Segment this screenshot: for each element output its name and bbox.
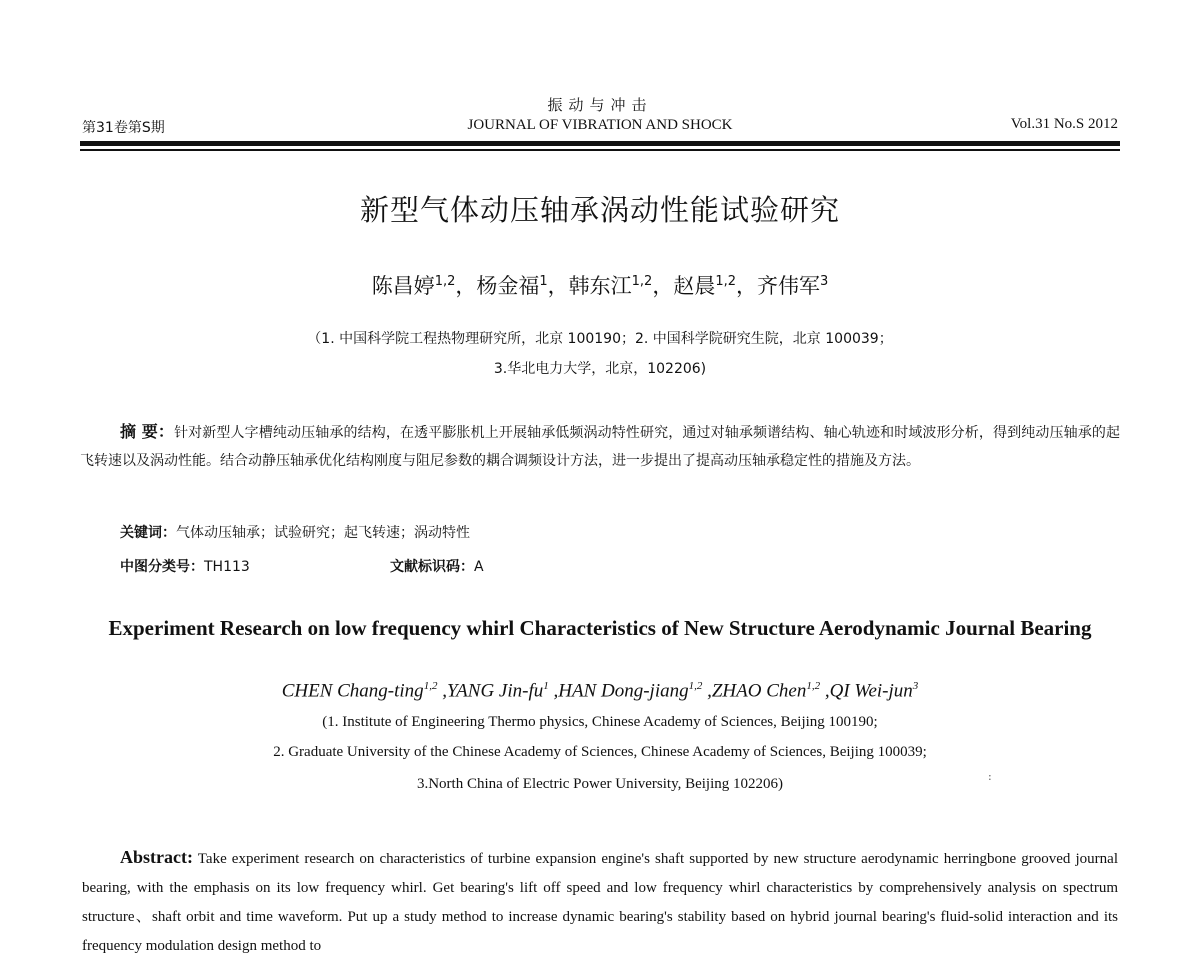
clc-value: TH113	[204, 559, 250, 575]
doccode-value: A	[474, 559, 484, 575]
affiliation-en-line-1: (1. Institute of Engineering Thermo physics, Chinese Academy of Sciences, Beijing 100190;	[322, 714, 878, 730]
affiliation-cn-line-1: （1. 中国科学院工程热物理研究所，北京 100190；2. 中国科学院研究生院，北京 100039；	[307, 331, 893, 347]
keywords-cn-text: 气体动压轴承；试验研究；起飞转速；涡动特性	[176, 525, 470, 541]
affiliation-cn-line-2: 3.华北电力大学，北京，102206)	[493, 361, 707, 377]
en-author-affiliation-mark: 1	[543, 680, 549, 692]
cn-author-affiliation-mark: 3	[820, 274, 829, 289]
cn-author-name: 陈昌婷	[371, 274, 435, 298]
abstract-en-label: Abstract:	[120, 847, 193, 867]
clc-label: 中图分类号：	[120, 559, 204, 575]
header-rule-thin	[80, 149, 1120, 151]
cn-author-name: 韩东江	[568, 274, 632, 298]
cn-author-name: 赵晨	[673, 274, 716, 298]
journal-title-en: JOURNAL OF VIBRATION AND SHOCK	[467, 117, 733, 133]
author-list-en	[0, 680, 1200, 702]
header-rule-thick	[80, 141, 1120, 146]
en-author-affiliation-mark: 1,2	[688, 680, 703, 692]
cn-author-name: 齐伟军	[757, 274, 821, 298]
clc-number	[120, 556, 250, 576]
abstract-cn	[80, 418, 1120, 475]
keywords-cn	[120, 522, 470, 542]
author-list-cn	[0, 270, 1200, 300]
issue-label: 第31卷第S期	[82, 120, 165, 136]
cn-author-affiliation-mark: 1,2	[434, 274, 456, 289]
cn-author-separator: ，	[547, 274, 569, 298]
cn-author-affiliation-mark: 1,2	[631, 274, 653, 289]
en-author-separator: ,	[702, 680, 712, 702]
abstract-en	[82, 843, 1118, 961]
stray-mark: :	[988, 770, 992, 783]
affiliation-en-line-3: 3.North China of Electric Power University, Beijing 102206)	[416, 776, 784, 792]
en-author-separator: ,	[820, 680, 830, 702]
en-author-affiliation-mark: 3	[912, 680, 919, 692]
cn-author-name: 杨金福	[476, 274, 540, 298]
en-author-separator: ,	[437, 680, 447, 702]
abstract-cn-text: 针对新型人字槽纯动压轴承的结构，在透平膨胀机上开展轴承低频涡动特性研究，通过对轴承频谱结构、轴心轨迹和时域波形分析，得到纯动压轴承的起飞转速以及涡动性能。结合动静压轴承优化结构刚度与阻尼参数的耦合调频设计方法，进一步提出了提高动压轴承稳定性的措施及方法。	[80, 425, 1120, 469]
en-author-affiliation-mark: 1,2	[423, 680, 438, 692]
en-author-name: YANG Jin-fu	[446, 680, 544, 702]
paper-title-en: Experiment Research on low frequency whirl Characteristics of New Structure Aerodynamic Journal Bearing	[108, 616, 1092, 640]
en-author-name: HAN Dong-jiang	[558, 680, 689, 702]
en-author-name: QI Wei-jun	[829, 680, 913, 702]
cn-author-affiliation-mark: 1	[539, 274, 548, 289]
journal-title-cn: 振动与冲击	[547, 96, 653, 114]
cn-author-affiliation-mark: 1,2	[715, 274, 737, 289]
cn-author-separator: ，	[652, 274, 674, 298]
volume-label: Vol.31 No.S 2012	[1010, 116, 1118, 132]
cn-author-separator: ，	[455, 274, 477, 298]
en-author-name: ZHAO Chen	[711, 680, 807, 702]
en-author-name: CHEN Chang-ting	[281, 680, 424, 702]
en-author-affiliation-mark: 1,2	[806, 680, 821, 692]
document-code	[390, 556, 484, 576]
paper-title-cn: 新型气体动压轴承涡动性能试验研究	[359, 193, 840, 227]
affiliation-en-line-2: 2. Graduate University of the Chinese Academy of Sciences, Chinese Academy of Sciences, Beijing 100039;	[273, 744, 927, 760]
cn-author-separator: ，	[736, 274, 758, 298]
en-author-separator: ,	[548, 680, 559, 702]
abstract-en-text: Take experiment research on characteristics of turbine expansion engine's shaft supported by new structure aerodynamic herringbone grooved journal bearing, with the emphasis on its low frequency whirl. Get bearing's lift off speed and low frequency whirl characteristics by comprehensively analysis on spectrum structure、shaft orbit and time waveform. Put up a study method to increase dynamic bearing's stability based on hybrid journal bearing's fluid-solid interaction and its frequency modulation design method to	[82, 851, 1118, 954]
doccode-label: 文献标识码：	[390, 559, 474, 575]
abstract-cn-label: 摘 要：	[120, 422, 175, 441]
keywords-cn-label: 关键词：	[120, 525, 176, 541]
